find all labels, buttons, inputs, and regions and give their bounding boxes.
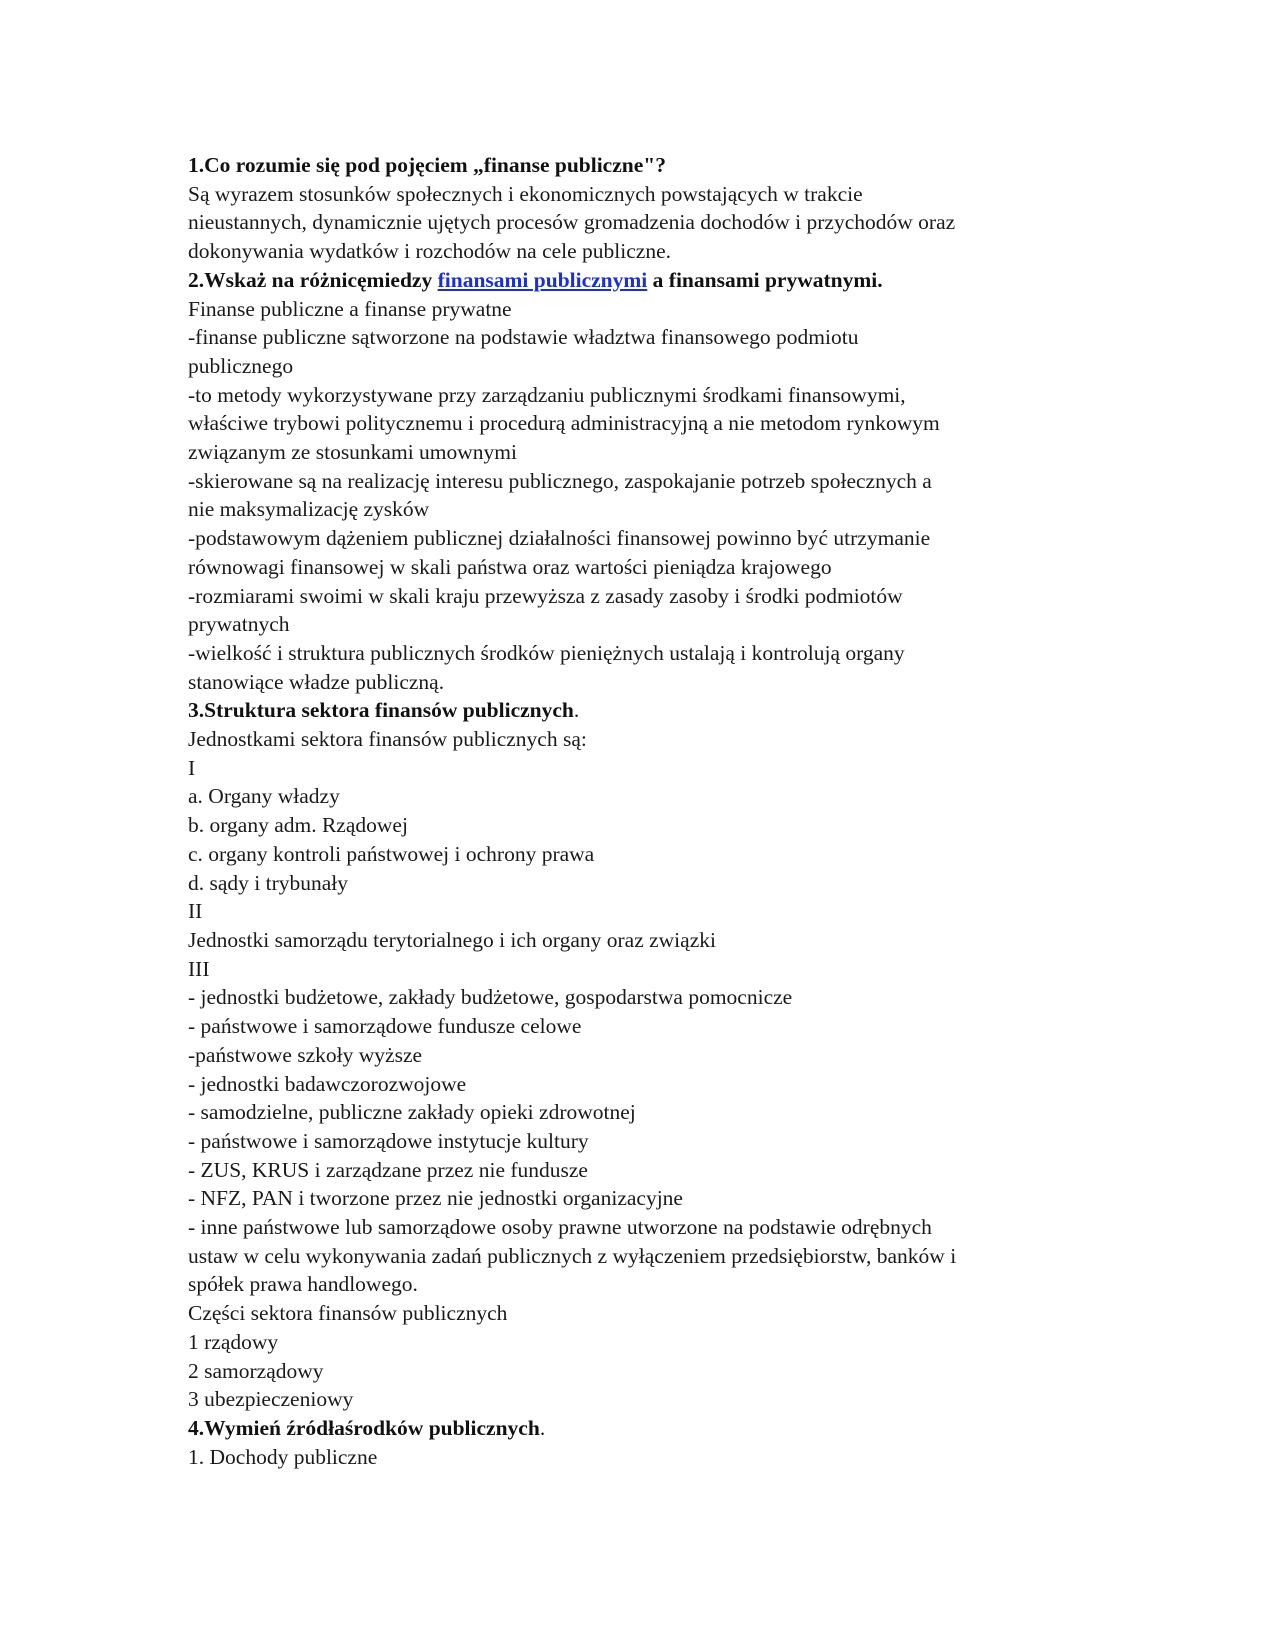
text-line: właściwe trybowi politycznemu i procedurą administracyjną a nie metodom rynkowym [188,411,940,436]
list-item: - inne państwowe lub samorządowe osoby prawne utworzone na podstawie odrębnych [188,1215,932,1240]
text-line: nie maksymalizację zysków [188,497,430,522]
section-numeral: II [188,899,203,924]
list-item: - jednostki badawczorozwojowe [188,1071,467,1096]
text-line: Jednostki samorządu terytorialnego i ich organy oraz związki [188,927,716,952]
text-line: stanowiące władze publiczną. [188,669,445,694]
question-2-answer [188,295,1088,697]
document-body [188,151,1088,1471]
list-item: 3 ubezpieczeniowy [188,1387,354,1412]
question-1-answer [188,180,1088,266]
list-item: - ZUS, KRUS i zarządzane przez nie fundusze [188,1157,588,1182]
text-line: Są wyrazem stosunków społecznych i ekonomicznych powstających w trakcie [188,181,863,206]
text-line: -rozmiarami swoimi w skali kraju przewyższa z zasady zasoby i środki podmiotów [188,583,903,608]
question-4-heading-punct: . [539,1415,546,1440]
text-line: -wielkość i struktura publicznych środków pieniężnych ustalają i kontrolują organy [188,640,905,665]
question-2-heading-end: a finansami prywatnymi. [647,267,883,292]
list-item: c. organy kontroli państwowej i ochrony prawa [188,841,595,866]
text-line: równowagi finansowej w skali państwa oraz wartości pieniądza krajowego [188,554,832,579]
text-line: Finanse publiczne a finanse prywatne [188,296,512,321]
list-item: - państwowe i samorządowe fundusze celowe [188,1014,582,1039]
text-line: nieustannych, dynamicznie ujętych procesów gromadzenia dochodów i przychodów oraz [188,210,956,235]
list-item: b. organy adm. Rządowej [188,813,408,838]
list-item: - NFZ, PAN i tworzone przez nie jednostki organizacyjne [188,1186,683,1211]
text-line: ustaw w celu wykonywania zadań publicznych z wyłączeniem przedsiębiorstw, banków i [188,1243,957,1268]
text-line: -finanse publiczne sątworzone na podstawie władztwa finansowego podmiotu [188,325,859,350]
text-line: -podstawowym dążeniem publicznej działalności finansowej powinno być utrzymanie [188,526,931,551]
list-item: 2 samorządowy [188,1358,324,1383]
text-line: związanym ze stosunkami umownymi [188,440,517,465]
question-4-answer [188,1443,1088,1472]
text-line: publicznego [188,353,294,378]
question-3-heading-punct: . [573,698,580,723]
list-item: a. Organy władzy [188,784,340,809]
text-line: prywatnych [188,612,290,637]
question-4-heading: 4.Wymień źródłaśrodków publicznych [188,1415,540,1440]
list-item: - samodzielne, publiczne zakłady opieki zdrowotnej [188,1100,636,1125]
question-4-heading-line [188,1414,1088,1443]
list-item: 1 rządowy [188,1329,279,1354]
question-1-heading: 1.Co rozumie się pod pojęciem „finanse publiczne"? [188,153,666,177]
text-line: -skierowane są na realizację interesu publicznego, zaspokajanie potrzeb społecznych a [188,468,932,493]
text-line: -to metody wykorzystywane przy zarządzaniu publicznymi środkami finansowymi, [188,382,906,407]
text-line: spółek prawa handlowego. [188,1272,418,1297]
section-numeral: III [188,956,210,981]
list-item: d. sądy i trybunały [188,870,349,895]
question-2-heading [188,266,1088,295]
list-item: - jednostki budżetowe, zakłady budżetowe, gospodarstwa pomocnicze [188,985,793,1010]
text-line: Części sektora finansów publicznych [188,1301,508,1326]
finanse-publiczne-link[interactable]: finansami publicznymi [437,267,648,292]
question-2-heading-start: 2.Wskaż na różnicęmiedzy [188,267,438,292]
list-item: - państwowe i samorządowe instytucje kultury [188,1128,589,1153]
list-item: 1. Dochody publiczne [188,1444,378,1469]
list-item: -państwowe szkoły wyższe [188,1042,423,1067]
question-3-answer [188,725,1088,1414]
question-3-heading: 3.Struktura sektora finansów publicznych [188,698,574,723]
text-line: Jednostkami sektora finansów publicznych są: [188,727,587,752]
text-line: dokonywania wydatków i rozchodów na cele publiczne. [188,239,671,264]
section-numeral: I [188,755,196,780]
question-3-heading-line [188,696,1088,725]
